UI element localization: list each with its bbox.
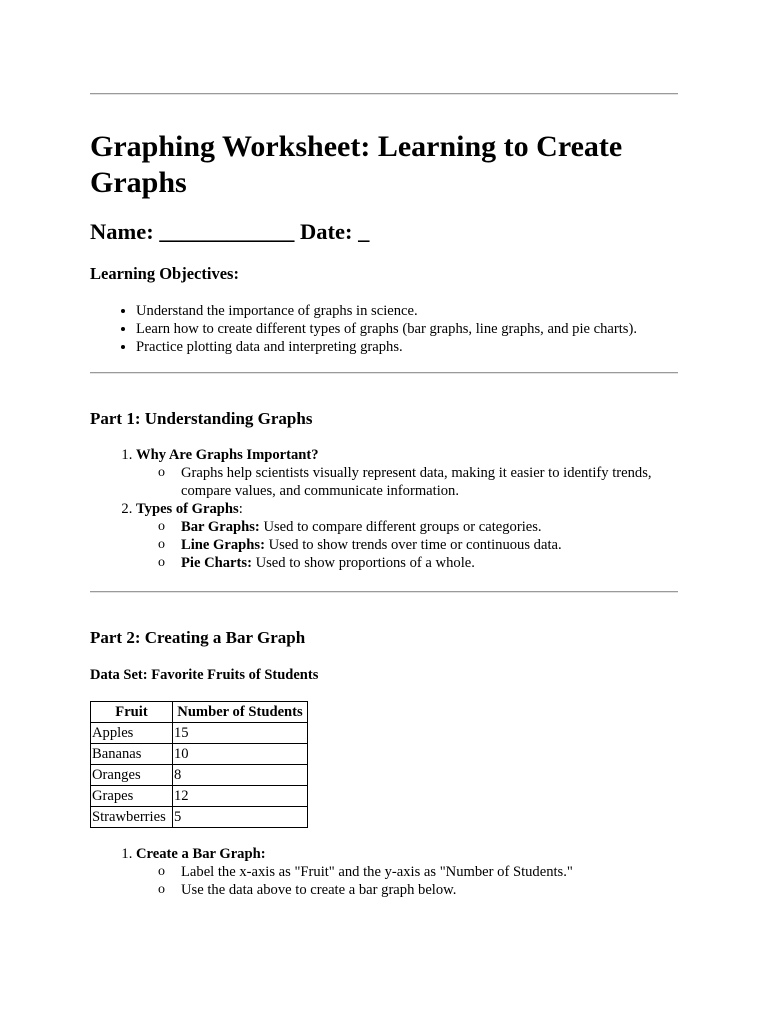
why-graphs-label: Why Are Graphs Important?: [136, 447, 319, 463]
objective-item: • Understand the importance of graphs in science.: [136, 302, 637, 320]
objective-item: • Practice plotting data and interpreting graphs.: [136, 338, 637, 356]
create-bar-graph-label: Create a Bar Graph:: [136, 846, 266, 862]
table-row: Bananas 10: [91, 744, 308, 765]
bullet-marker: o: [158, 519, 165, 534]
bullet-marker: o: [158, 882, 165, 897]
list-item: o Graphs help scientists visually represent data, making it easier to identify trends, compare values, and communicate information.: [158, 465, 652, 499]
part1-item-why: [136, 446, 690, 500]
types-of-graphs-label: Types of Graphs: [136, 501, 239, 517]
column-header-students: Number of Students: [173, 702, 308, 723]
bullet-marker: o: [158, 864, 165, 879]
create-sublist: [136, 863, 690, 899]
part1-item-types: 2. Types of Graphs: o Bar Graphs: Used to compare different groups or categories. o Line Graphs: Used to show trends over time or continuous data. o Pie Charts: Used to show proportions of a whole.: [136, 500, 690, 572]
fruit-data-table: [90, 701, 308, 828]
table-row: Oranges 8: [91, 765, 308, 786]
list-item: o Label the x-axis as "Fruit" and the y-axis as "Number of Students.": [158, 864, 573, 880]
dataset-title: Data Set: Favorite Fruits of Students: [90, 667, 319, 683]
part2-item-create: [136, 845, 690, 899]
section-divider: [90, 372, 678, 374]
objective-item: • Learn how to create different types of graphs (bar graphs, line graphs, and pie charts).: [136, 320, 637, 338]
part1-list: [90, 446, 690, 572]
objectives-list: [90, 302, 637, 356]
list-item: o Use the data above to create a bar graph below.: [158, 882, 457, 898]
objectives-heading: Learning Objectives:: [90, 264, 239, 283]
part2-list: [90, 845, 690, 899]
bullet-marker: o: [158, 465, 165, 480]
top-divider: [90, 93, 678, 95]
part2-heading: Part 2: Creating a Bar Graph: [90, 628, 306, 647]
list-item: o Line Graphs: Used to show trends over time or continuous data.: [158, 537, 562, 553]
bullet-marker: o: [158, 537, 165, 552]
table-header-row: [91, 702, 308, 723]
page-title: Graphing Worksheet: Learning to Create Graphs: [90, 130, 623, 199]
list-item: o Bar Graphs: Used to compare different groups or categories.: [158, 519, 542, 535]
part1-content: [90, 446, 690, 572]
table-row: Strawberries 5: [91, 807, 308, 828]
table-row: Apples 15: [91, 723, 308, 744]
why-graphs-sublist: [136, 464, 690, 500]
list-item: o Pie Charts: Used to show proportions of a whole.: [158, 555, 475, 571]
table-row: Grapes 12: [91, 786, 308, 807]
types-sublist: [136, 518, 690, 572]
bullet-marker: o: [158, 555, 165, 570]
part2-content: [90, 845, 690, 899]
section-divider: [90, 591, 678, 593]
name-date-line: Name: ____________ Date: _: [90, 219, 370, 244]
column-header-fruit: Fruit: [91, 702, 173, 723]
part1-heading: Part 1: Understanding Graphs: [90, 409, 313, 428]
